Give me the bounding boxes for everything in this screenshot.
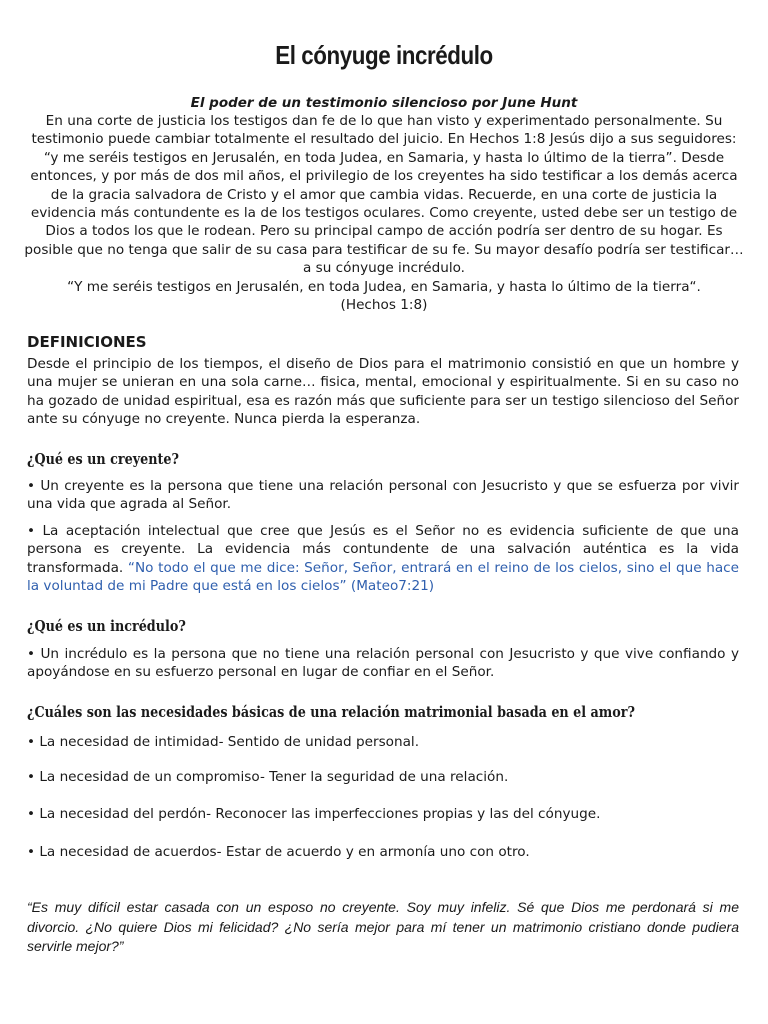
need-item: • La necesidad de un compromiso- Tener la seguridad de una relación. (27, 769, 509, 785)
intro-paragraph: En una corte de justicia los testigos dan fe de lo que han visto y experimentado personalmente. Su testimonio puede cambiar totalmente el resultado del juicio. En Hechos 1:8 Jesús dijo a sus seguidores: “y me seréis testigos en Jerusalén, en toda Judea, en Samaria, y hasta lo último de la tierra”. Desde entonces, y por más de dos mil años, el privilegio de los creyentes ha sido testificar a los demás acerca de la gracia salvadora de Cristo y el amor que cambia vidas. Recuerde, en una corte de justicia la evidencia más contundente es la de los testigos oculares. Como creyente, usted debe ser un testigo de Dios a todos los que le rodean. Pero su principal campo de acción podría ser dentro de su hogar. Es posible que no tenga que salir de su casa para testificar de su fe. Su mayor desafío podría ser testificar… a su cónyuge incrédulo. (24, 113, 744, 277)
definitions-text: Desde el principio de los tiempos, el diseño de Dios para el matrimonio consistió en que un hombre y una mujer se unieran en una sola carne… fisica, mental, emocional y espiritualmente. Si en su caso no ha gozado de unidad espiritual, esa es razón más que suficiente para ser un testigo silencioso del Señor ante su cónyuge no creyente. Nunca pierda la esperanza. (27, 356, 739, 428)
definitions-heading: DEFINICIONES (27, 333, 147, 351)
need-item: • La necesidad de intimidad- Sentido de unidad personal. (27, 734, 420, 750)
incredulo-bullet-1: • Un incrédulo es la persona que no tiene una relación personal con Jesucristo y que vive confiando y apoyándose en su esfuerzo personal en lugar de confiar en el Señor. (27, 646, 739, 681)
question-creyente: ¿Qué es un creyente? (27, 450, 179, 468)
page-title: El cónyuge incrédulo (275, 40, 493, 70)
intro-section (24, 112, 744, 314)
intro-verse: “Y me seréis testigos en Jerusalén, en toda Judea, en Samaria, y hasta lo último de la tierra“. (67, 278, 701, 295)
creyente-bullet-2-text: • La aceptación intelectual que cree que Jesús es el Señor no es evidencia suficiente de que una persona es creyente. La evidencia más contundente de una salvación auténtica es la vida transformada. (27, 523, 739, 576)
question-incredulo: ¿Qué es un incrédulo? (27, 617, 186, 635)
need-item: • La necesidad del perdón- Reconocer las imperfecciones propias y las del cónyuge. (27, 806, 601, 822)
question-necesidades: ¿Cuáles son las necesidades básicas de una relación matrimonial basada en el amor? (27, 703, 635, 721)
need-item: • La necesidad de acuerdos- Estar de acuerdo y en armonía uno con otro. (27, 844, 530, 860)
intro-verse-reference: (Hechos 1:8) (340, 297, 428, 314)
creyente-bullet-2 (27, 522, 739, 596)
subtitle: El poder de un testimonio silencioso por June Hunt (190, 95, 578, 111)
scripture-quote-mateo: “No todo el que me dice: Señor, Señor, entrará en el reino de los cielos, sino el que hace la voluntad de mi Padre que está en los cielos” (Mateo7:21) (27, 559, 739, 595)
closing-quote: “Es muy difícil estar casada con un esposo no creyente. Soy muy infeliz. Sé que Dios me perdonará si me divorcio. ¿No quiere Dios mi felicidad? ¿No sería mejor para mí tener un matrimonio cristiano donde pudiera servirle mejor?” (27, 899, 739, 954)
creyente-bullet-1: • Un creyente es la persona que tiene una relación personal con Jesucristo y que se esfuerza por vivir una vida que agrada al Señor. (27, 478, 739, 513)
